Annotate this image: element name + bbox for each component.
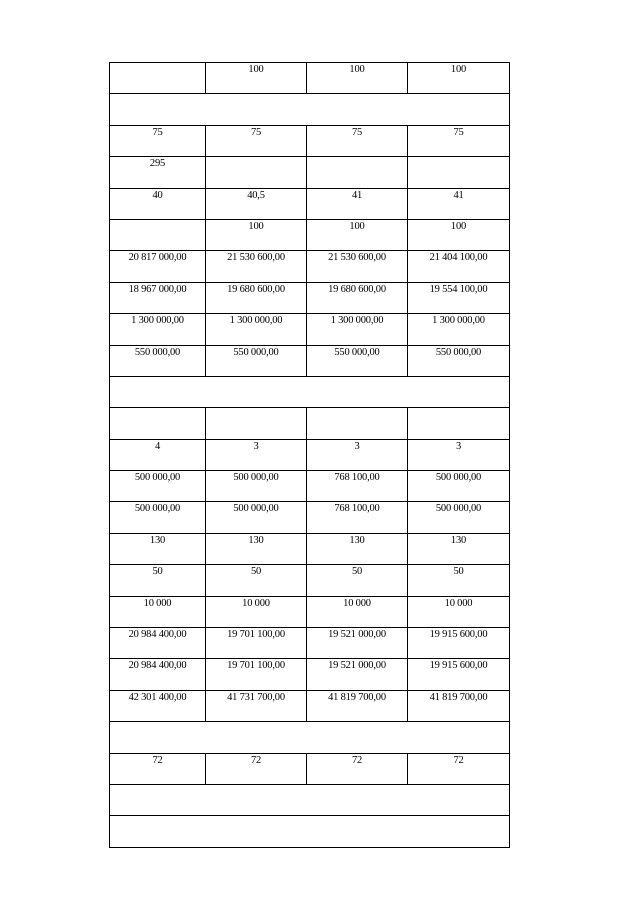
table-row	[110, 628, 510, 659]
table-cell: 500 000,00	[110, 471, 206, 502]
table-cell: 75	[206, 125, 307, 156]
table-cell: 21 404 100,00	[408, 251, 510, 282]
table-cell: 41 819 700,00	[307, 690, 408, 721]
table-cell: 768 100,00	[307, 471, 408, 502]
table-cell: 75	[408, 125, 510, 156]
merged-empty-cell	[110, 376, 510, 407]
table-cell: 41	[307, 188, 408, 219]
table-cell: 500 000,00	[408, 502, 510, 533]
table-cell: 20 817 000,00	[110, 251, 206, 282]
merged-empty-cell	[110, 722, 510, 753]
table-row	[110, 722, 510, 753]
data-table	[109, 62, 510, 848]
table-cell: 3	[408, 439, 510, 470]
table-cell: 1 300 000,00	[408, 314, 510, 345]
table-row	[110, 63, 510, 94]
table-cell: 19 521 000,00	[307, 659, 408, 690]
table-row	[110, 376, 510, 407]
table-row	[110, 502, 510, 533]
table-cell	[206, 157, 307, 188]
table-cell: 19 701 100,00	[206, 628, 307, 659]
table-row	[110, 690, 510, 721]
table-row	[110, 188, 510, 219]
table-cell: 19 680 600,00	[307, 282, 408, 313]
table-cell: 130	[307, 533, 408, 564]
table-row	[110, 314, 510, 345]
table-cell: 50	[307, 565, 408, 596]
table-cell: 10 000	[110, 596, 206, 627]
table-cell: 500 000,00	[408, 471, 510, 502]
table-cell	[206, 408, 307, 439]
table-cell: 10 000	[408, 596, 510, 627]
table-cell: 4	[110, 439, 206, 470]
table-cell: 3	[307, 439, 408, 470]
table-cell: 550 000,00	[408, 345, 510, 376]
table-cell: 10 000	[206, 596, 307, 627]
table-cell	[307, 408, 408, 439]
table-row	[110, 816, 510, 847]
merged-empty-cell	[110, 94, 510, 125]
table-row	[110, 125, 510, 156]
table-cell: 19 701 100,00	[206, 659, 307, 690]
table-cell: 1 300 000,00	[307, 314, 408, 345]
table-cell: 130	[408, 533, 510, 564]
table-row	[110, 471, 510, 502]
table-row	[110, 439, 510, 470]
table-cell: 75	[307, 125, 408, 156]
table-cell: 550 000,00	[307, 345, 408, 376]
table-row	[110, 533, 510, 564]
table-cell: 500 000,00	[206, 471, 307, 502]
table-cell: 295	[110, 157, 206, 188]
table-cell: 100	[307, 219, 408, 250]
table-cell: 100	[408, 219, 510, 250]
table-cell	[110, 219, 206, 250]
table-cell: 72	[206, 753, 307, 784]
table-cell: 550 000,00	[206, 345, 307, 376]
table-row	[110, 345, 510, 376]
table-row	[110, 408, 510, 439]
table-row	[110, 565, 510, 596]
table-row	[110, 94, 510, 125]
table-row	[110, 251, 510, 282]
table-cell	[408, 408, 510, 439]
table-cell: 40,5	[206, 188, 307, 219]
merged-empty-cell	[110, 816, 510, 847]
table-cell: 72	[307, 753, 408, 784]
table-cell	[110, 408, 206, 439]
table-cell: 1 300 000,00	[110, 314, 206, 345]
table-body	[110, 63, 510, 848]
table-cell: 50	[206, 565, 307, 596]
table-cell: 3	[206, 439, 307, 470]
table-cell: 50	[408, 565, 510, 596]
table-row	[110, 784, 510, 815]
table-cell: 130	[110, 533, 206, 564]
table-cell: 21 530 600,00	[307, 251, 408, 282]
table-cell: 19 554 100,00	[408, 282, 510, 313]
table-cell: 72	[408, 753, 510, 784]
table-cell: 500 000,00	[206, 502, 307, 533]
table-cell: 42 301 400,00	[110, 690, 206, 721]
table-cell	[307, 157, 408, 188]
table-cell: 72	[110, 753, 206, 784]
table-cell: 100	[408, 63, 510, 94]
table-cell: 19 680 600,00	[206, 282, 307, 313]
table-cell: 41 731 700,00	[206, 690, 307, 721]
table-cell: 10 000	[307, 596, 408, 627]
table-cell: 21 530 600,00	[206, 251, 307, 282]
table-cell: 41	[408, 188, 510, 219]
table-cell: 768 100,00	[307, 502, 408, 533]
table-cell: 550 000,00	[110, 345, 206, 376]
table-row	[110, 219, 510, 250]
table-cell: 19 521 000,00	[307, 628, 408, 659]
table-row	[110, 659, 510, 690]
table-cell: 41 819 700,00	[408, 690, 510, 721]
table-cell: 20 984 400,00	[110, 628, 206, 659]
table-row	[110, 157, 510, 188]
table-cell: 50	[110, 565, 206, 596]
merged-empty-cell	[110, 784, 510, 815]
table-cell: 500 000,00	[110, 502, 206, 533]
table-row	[110, 282, 510, 313]
table-cell: 19 915 600,00	[408, 659, 510, 690]
table-row	[110, 596, 510, 627]
table-row	[110, 753, 510, 784]
table-cell: 130	[206, 533, 307, 564]
table-cell: 20 984 400,00	[110, 659, 206, 690]
table-cell: 100	[206, 63, 307, 94]
table-cell: 100	[206, 219, 307, 250]
table-cell: 100	[307, 63, 408, 94]
table-cell: 40	[110, 188, 206, 219]
table-cell	[110, 63, 206, 94]
table-cell: 1 300 000,00	[206, 314, 307, 345]
table-cell	[408, 157, 510, 188]
table-cell: 18 967 000,00	[110, 282, 206, 313]
table-cell: 75	[110, 125, 206, 156]
table-cell: 19 915 600,00	[408, 628, 510, 659]
